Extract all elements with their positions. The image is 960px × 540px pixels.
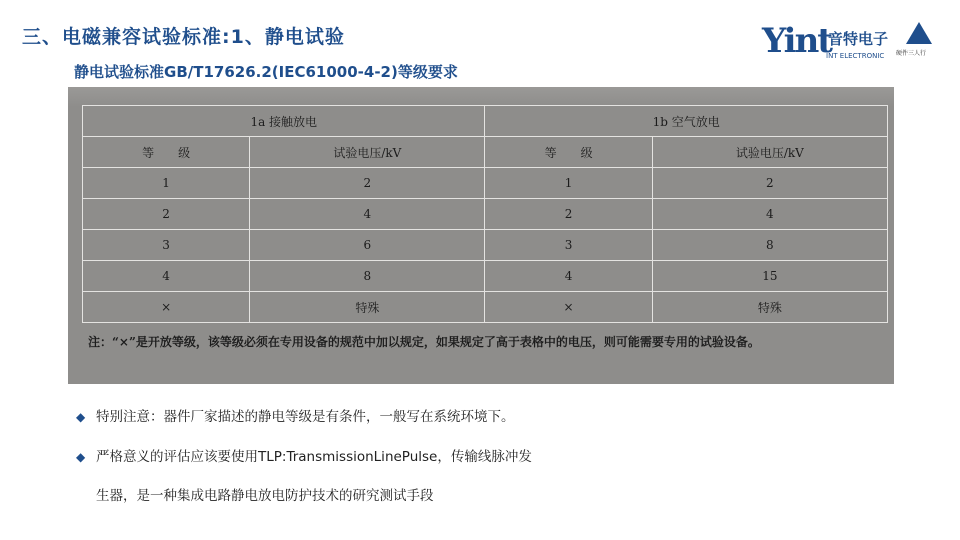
standard-table-photo <box>68 87 894 384</box>
page-subtitle: 静电试验标准GB/T17626.2(IEC61000-4-2)等级要求 <box>74 63 458 81</box>
table-row <box>83 168 888 199</box>
col-level-a: 等 级 <box>83 137 250 168</box>
bullet-text: 严格意义的评估应该要使用TLP:TransmissionLinePulse，传输线脉冲发 <box>96 449 532 465</box>
cell-voltage-b: 2 <box>652 168 887 199</box>
cell-voltage-b: 4 <box>652 199 887 230</box>
bullet-text: 特别注意：器件厂家描述的静电等级是有条件，一般写在系统环境下。 <box>96 409 515 425</box>
cell-level-b: 3 <box>485 230 652 261</box>
cell-level-b: 4 <box>485 261 652 292</box>
table-row <box>83 292 888 323</box>
bullet-continuation <box>96 484 434 504</box>
bullet-item <box>76 405 515 425</box>
cell-voltage-b: 15 <box>652 261 887 292</box>
cell-voltage-a: 6 <box>250 230 485 261</box>
triangle-icon <box>906 22 932 44</box>
partner-logo-text: 硬件三人行 <box>896 50 927 57</box>
logo-en-name: INT ELECTRONIC <box>826 52 885 60</box>
page-title: 三、电磁兼容试验标准:1、静电试验 <box>22 26 345 48</box>
logo-mark: Yint <box>762 21 832 61</box>
partner-logo <box>896 20 940 62</box>
cell-voltage-b: 特殊 <box>652 292 887 323</box>
col-voltage-a: 试验电压/kV <box>250 137 485 168</box>
table-row <box>83 230 888 261</box>
cell-level-b: × <box>485 292 652 323</box>
cell-level-b: 2 <box>485 199 652 230</box>
cell-level-a: 3 <box>83 230 250 261</box>
cell-voltage-a: 8 <box>250 261 485 292</box>
cell-level-a: × <box>83 292 250 323</box>
diamond-bullet-icon: ◆ <box>76 410 86 424</box>
cell-level-a: 2 <box>83 199 250 230</box>
cell-level-a: 4 <box>83 261 250 292</box>
esd-level-table <box>82 105 888 323</box>
bullet-text: 生器，是一种集成电路静电放电防护技术的研究测试手段 <box>96 488 434 504</box>
diamond-bullet-icon: ◆ <box>76 450 86 464</box>
bullet-item <box>76 445 532 465</box>
cell-voltage-a: 特殊 <box>250 292 485 323</box>
col-voltage-b: 试验电压/kV <box>652 137 887 168</box>
table-row <box>83 261 888 292</box>
cell-level-a: 1 <box>83 168 250 199</box>
cell-voltage-b: 8 <box>652 230 887 261</box>
logo-cn-name: 音特电子 <box>828 30 889 48</box>
table-row <box>83 199 888 230</box>
cell-level-b: 1 <box>485 168 652 199</box>
table-note: 注：“×”是开放等级，该等级必须在专用设备的规范中加以规定，如果规定了高于表格中的电压，则可能需要专用的试验设备。 <box>88 335 760 349</box>
col-level-b: 等 级 <box>485 137 652 168</box>
group-contact-discharge: 1a 接触放电 <box>83 106 485 137</box>
cell-voltage-a: 2 <box>250 168 485 199</box>
group-air-discharge: 1b 空气放电 <box>485 106 888 137</box>
cell-voltage-a: 4 <box>250 199 485 230</box>
